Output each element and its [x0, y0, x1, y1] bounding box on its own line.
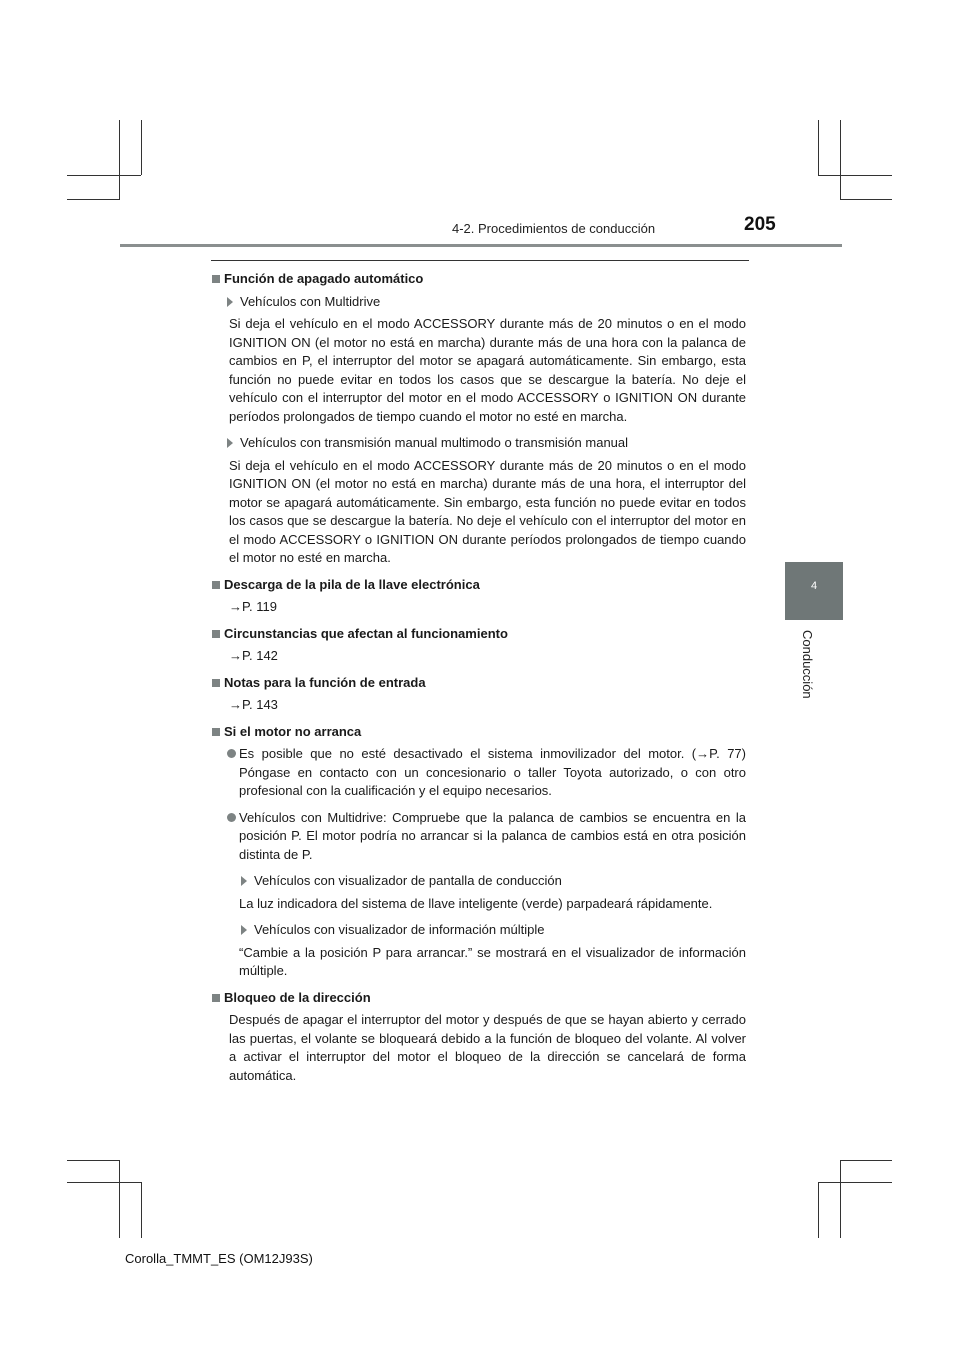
crop-mark [141, 120, 142, 175]
subheading-text: Vehículos con Multidrive [240, 293, 381, 309]
crop-mark [818, 120, 819, 175]
subheading-multidrive [211, 293, 746, 312]
heading-engine-wont-start: Si el motor no arranca [211, 723, 746, 742]
bullet-item [211, 809, 746, 865]
crop-mark [119, 1160, 120, 1238]
crop-mark [67, 1160, 119, 1161]
bullet-icon [227, 749, 236, 758]
triangle-icon [227, 297, 233, 307]
content-top-rule [211, 260, 749, 261]
subheading-text: Vehículos con visualizador de pantalla de conducción [254, 873, 562, 888]
crop-mark [818, 1182, 819, 1238]
paragraph: Si deja el vehículo en el modo ACCESSORY durante más de 20 minutos o en el modo IGNITION ON (el motor no está en marcha) durante más de una hora, el interruptor del motor se apagará automáticamente. Sin embargo, esta función no puede evitar en todos los casos que se descargue la batería. No deje el vehículo con el interruptor del motor en el modo ACCESSORY o IGNITION ON durante períodos prolongados de tiempo cuando el motor no esté en marcha. [229, 457, 746, 565]
chapter-label-container [800, 630, 816, 720]
chapter-tab [785, 562, 843, 620]
crop-mark [840, 1160, 841, 1238]
crop-mark [840, 199, 892, 200]
crop-mark [818, 175, 892, 176]
crop-mark [840, 1160, 892, 1161]
crop-mark [818, 1182, 892, 1183]
heading-entry-notes: Notas para la función de entrada [211, 674, 746, 693]
crop-mark [67, 175, 141, 176]
crop-mark [119, 120, 120, 200]
bullet-text: Es posible que no esté desactivado el sistema inmovilizador del motor. (→P. 77) Póngase en contacto con un concesionario o taller Toyota autorizado, o con otro profesional con la cualificación y el equipo necesarios. [239, 746, 746, 798]
heading-auto-off: Función de apagado automático [211, 270, 746, 289]
chapter-label: Conducción [800, 630, 815, 699]
main-content [211, 266, 746, 1085]
bullet-icon [227, 813, 236, 822]
crop-mark [141, 1182, 142, 1238]
heading-steering-lock: Bloqueo de la dirección [211, 989, 746, 1008]
page-reference[interactable]: →P. 143 [229, 697, 278, 712]
heading-key-battery: Descarga de la pila de la llave electrónica [211, 576, 746, 595]
subheading-driving-display [211, 872, 746, 891]
page-reference[interactable]: →P. 142 [229, 648, 278, 663]
paragraph: Después de apagar el interruptor del motor y después de que se hayan abierto y cerrado las puertas, el volante se bloqueará debido a la función de bloqueo del volante. Al volver a activar el interruptor del motor el bloqueo de la dirección se cancelará de forma automática. [229, 1012, 746, 1083]
chapter-number: 4 [810, 580, 818, 592]
subheading-text: Vehículos con visualizador de información múltiple [254, 922, 545, 937]
subheading-multi-info-display [211, 921, 746, 940]
paragraph: Si deja el vehículo en el modo ACCESSORY durante más de 20 minutos o en el modo IGNITION ON (el motor no está en marcha) durante más de una hora con la palanca de cambios en P, el interruptor del motor se apagará automáticamente. Sin embargo, esta función no puede evitar en todos los casos que se descargue la batería. No deje el vehículo con el interruptor del motor en el modo ACCESSORY o IGNITION ON durante períodos prolongados de tiempo cuando el motor no esté en marcha. [229, 316, 746, 424]
section-title: 4-2. Procedimientos de conducción [452, 221, 656, 236]
bullet-text: Vehículos con Multidrive: Compruebe que la palanca de cambios se encuentra en la posición P. El motor podría no arrancar si la palanca de cambios está en otra posición distinta de P. [239, 809, 746, 862]
subheading-text: Vehículos con transmisión manual multimodo o transmisión manual [240, 435, 629, 450]
page-reference[interactable]: →P. 119 [229, 599, 277, 614]
crop-mark [67, 199, 119, 200]
crop-mark [67, 1182, 141, 1183]
header-divider [120, 244, 842, 247]
crop-mark [840, 120, 841, 200]
bullet-item [211, 745, 746, 801]
subheading-manual [211, 434, 746, 453]
paragraph: “Cambie a la posición P para arrancar.” se mostrará en el visualizador de información múltiple. [239, 944, 746, 978]
heading-circumstances: Circunstancias que afectan al funcionamiento [211, 625, 746, 644]
page-number: 205 [744, 214, 776, 235]
triangle-icon [227, 438, 233, 448]
footer-model-code: Corolla_TMMT_ES (OM12J93S) [125, 1251, 313, 1266]
triangle-icon [241, 876, 247, 886]
triangle-icon [241, 925, 247, 935]
paragraph: La luz indicadora del sistema de llave inteligente (verde) parpadeará rápidamente. [239, 895, 713, 911]
